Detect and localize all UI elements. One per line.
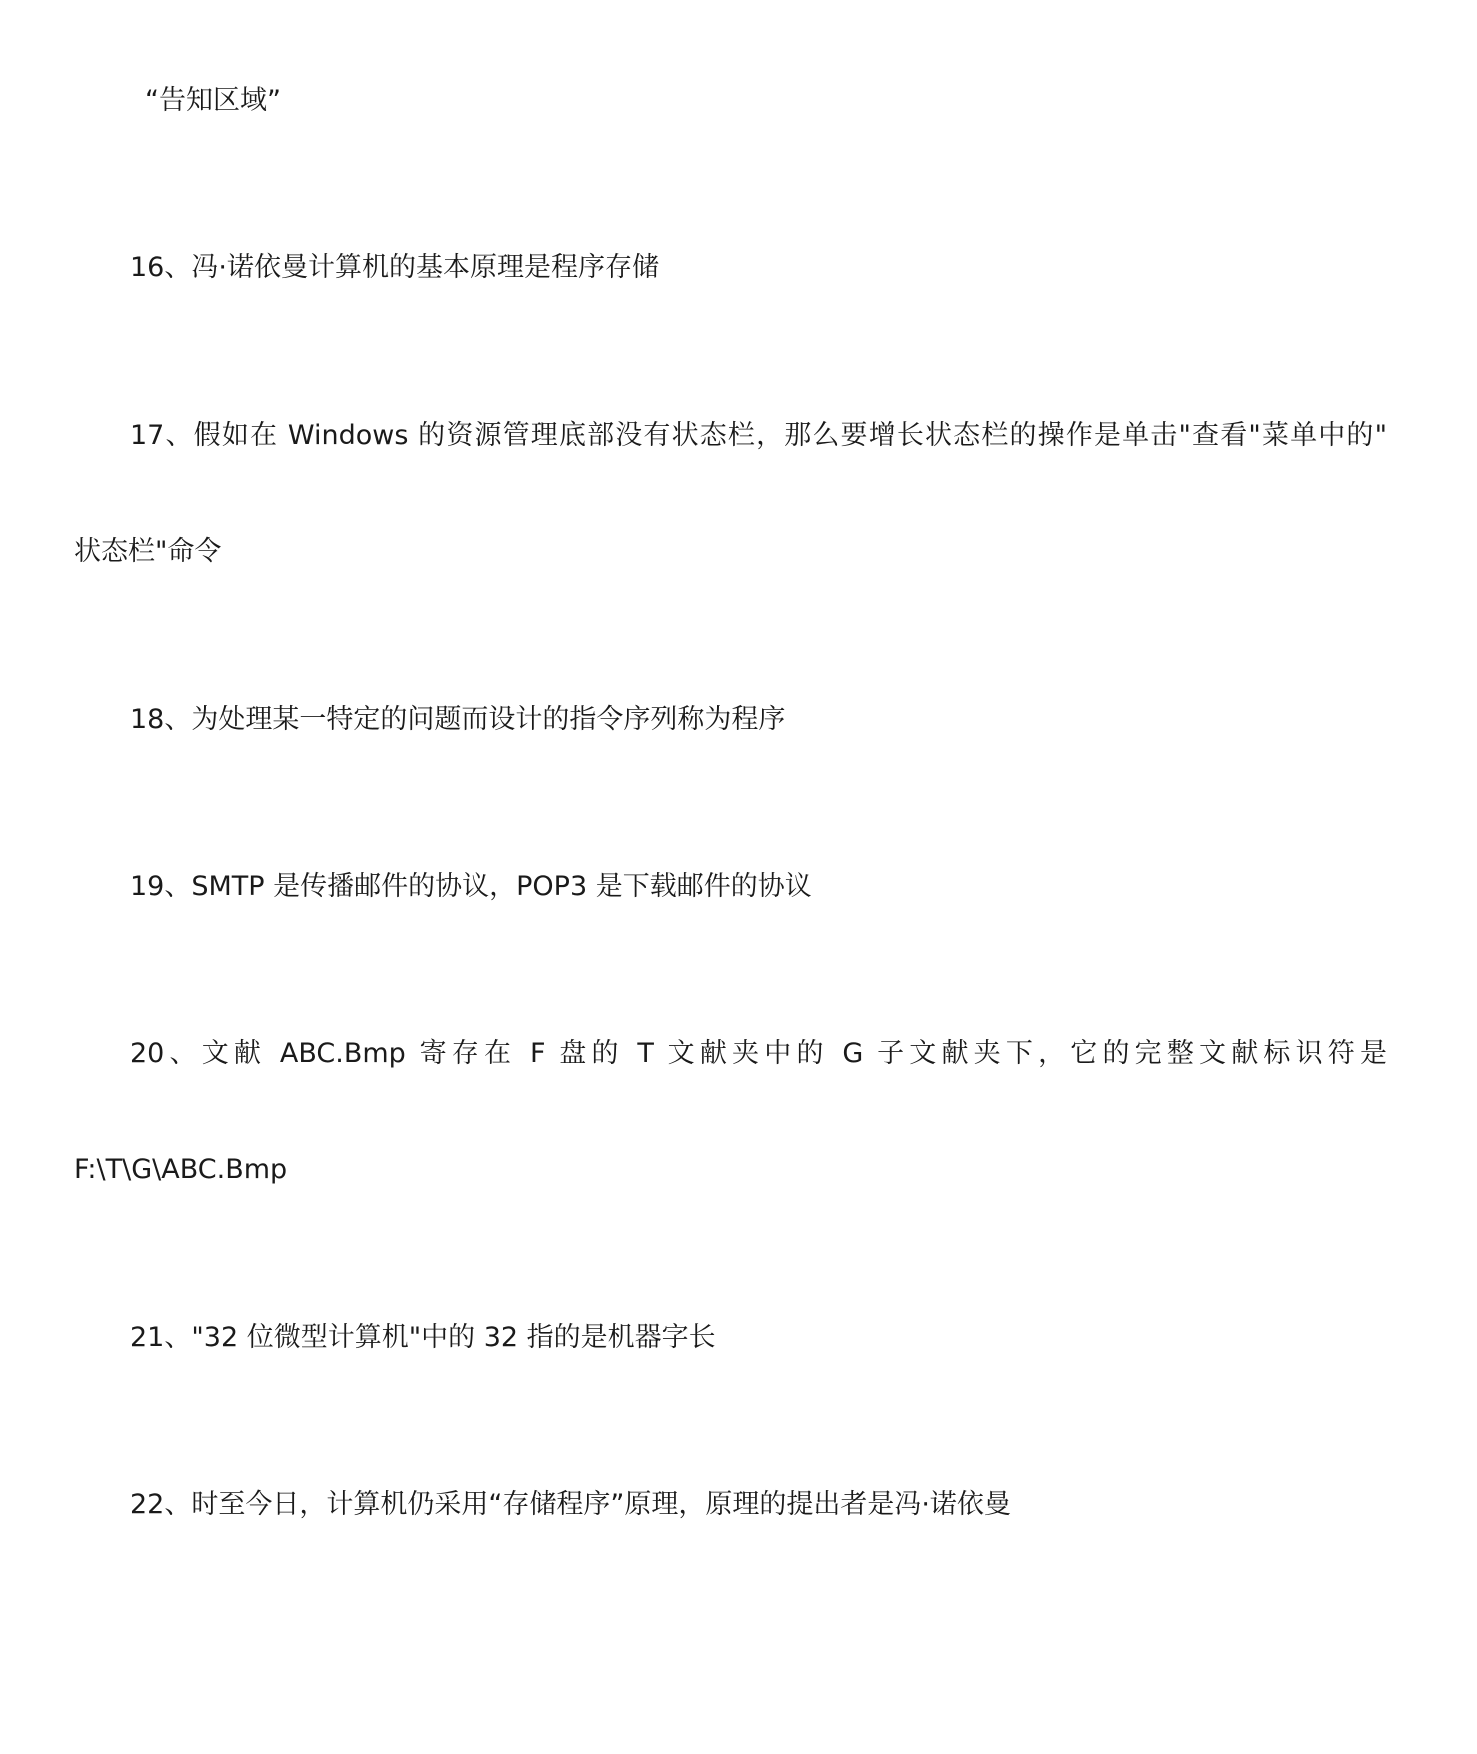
- item-20: 20、文献 ABC.Bmp 寄存在 F 盘的 T 文献夹中的 G 子文献夹下，它的完整文献标识符是: [130, 1038, 1387, 1069]
- item-17-continuation: 状态栏"命令: [74, 536, 222, 567]
- item-21: 21、"32 位微型计算机"中的 32 指的是机器字长: [130, 1322, 716, 1353]
- item-17: 17、假如在 Windows 的资源管理底部没有状态栏，那么要增长状态栏的操作是单击"查看"菜单中的": [130, 420, 1387, 451]
- item-18: 18、为处理某一特定的问题而设计的指令序列称为程序: [130, 704, 786, 735]
- item-16: 16、冯·诺依曼计算机的基本原理是程序存储: [130, 252, 659, 283]
- item-19: 19、SMTP 是传播邮件的协议，POP3 是下载邮件的协议: [130, 871, 812, 902]
- item-22: 22、时至今日，计算机仍采用“存储程序”原理，原理的提出者是冯·诺依曼: [130, 1489, 1011, 1520]
- item-20-continuation: F:\T\G\ABC.Bmp: [74, 1154, 288, 1185]
- text-line-notice-area: “告知区域”: [145, 85, 281, 116]
